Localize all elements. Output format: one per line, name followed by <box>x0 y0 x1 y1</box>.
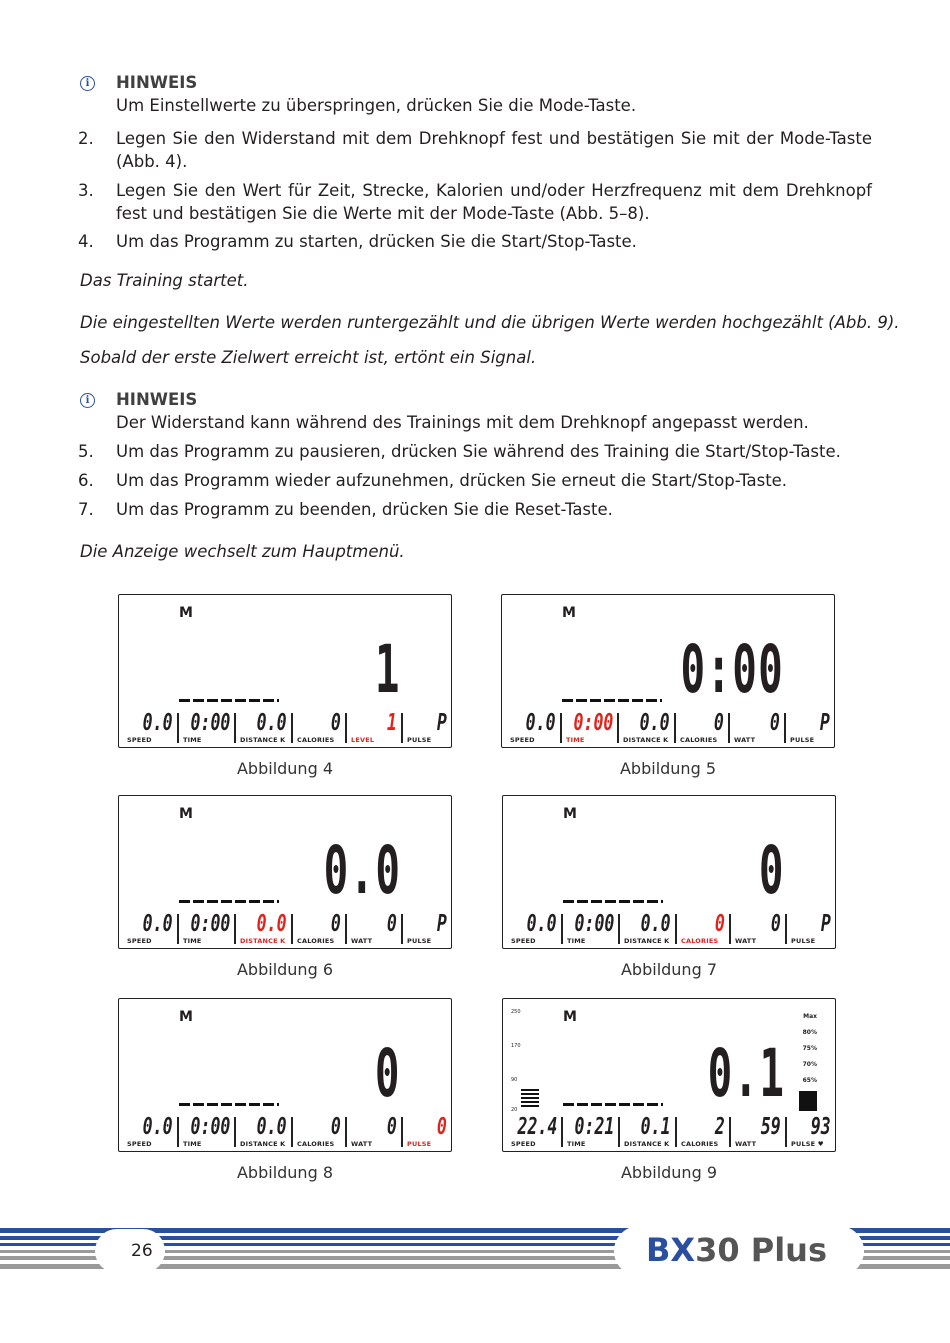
mode-indicator: M <box>562 605 576 621</box>
signal-text: Sobald der erste Zielwert erreicht ist, ertönt ein Signal. <box>80 348 537 367</box>
cell-label: CALORIES <box>681 937 719 945</box>
value-cell <box>179 709 234 745</box>
value-cell <box>123 910 177 946</box>
lcd-display <box>118 998 452 1152</box>
cell-label: TIME <box>566 736 585 744</box>
cell-value: 0 <box>770 710 780 736</box>
counting-text: Die eingestellten Werte werden runtergezählt und die übrigen Werte werden hochgezählt (Abb. 9). <box>80 313 900 332</box>
lcd-display <box>118 594 452 748</box>
cell-label: DISTANCE K <box>240 736 286 744</box>
figure-caption: Abbildung 7 <box>620 960 717 979</box>
cell-value: 0.0 <box>640 710 670 736</box>
cell-label: PULSE <box>407 736 432 744</box>
value-cell <box>236 709 291 745</box>
cell-value: 0 <box>771 911 781 937</box>
value-cell <box>507 910 561 946</box>
value-cell <box>403 1113 451 1149</box>
cell-value: 0:00 <box>574 911 614 937</box>
lcd-display <box>501 594 835 748</box>
cell-label: SPEED <box>127 1140 152 1148</box>
cell-value: 0.1 <box>641 1114 671 1140</box>
cell-label: SPEED <box>127 937 152 945</box>
value-cell <box>403 709 451 745</box>
value-cell <box>563 1113 618 1149</box>
value-cell <box>676 709 728 745</box>
segment-dashes <box>179 1103 279 1106</box>
value-cell <box>123 1113 177 1149</box>
cell-value: 0 <box>714 710 724 736</box>
segment-dashes <box>563 900 663 903</box>
cell-value: P <box>437 710 447 736</box>
segment-dashes <box>562 699 662 702</box>
cell-label: SPEED <box>511 937 536 945</box>
value-cell <box>619 709 674 745</box>
zone-percent-label: 70% <box>802 1061 817 1068</box>
zone-percent-label: Max <box>803 1013 817 1020</box>
step-text: Um das Programm wieder aufzunehmen, drücken Sie erneut die Start/Stop-Taste. <box>116 471 788 490</box>
value-row <box>123 709 447 745</box>
cell-label: DISTANCE K <box>623 736 669 744</box>
cell-label: PULSE ♥ <box>791 1140 824 1148</box>
value-row <box>123 910 447 946</box>
value-row <box>507 910 831 946</box>
mode-indicator: M <box>179 1009 193 1025</box>
cell-label: TIME <box>183 736 202 744</box>
cell-value: 0 <box>387 911 397 937</box>
figure-caption: Abbildung 5 <box>619 759 716 778</box>
page-number-pill <box>95 1229 165 1273</box>
value-cell <box>347 709 401 745</box>
cell-label: WATT <box>735 937 757 945</box>
value-cell <box>731 910 785 946</box>
step-num: 3. <box>78 181 94 200</box>
main-value: 1 <box>375 631 401 708</box>
cell-value: 0 <box>331 1114 341 1140</box>
cell-label: SPEED <box>510 736 535 744</box>
cell-value: 22.4 <box>517 1114 557 1140</box>
cell-value: 0.0 <box>527 911 557 937</box>
info-icon: i <box>80 393 95 408</box>
cell-label: SPEED <box>127 736 152 744</box>
main-value: 0 <box>375 1035 401 1112</box>
cell-label: DISTANCE K <box>624 1140 670 1148</box>
cell-label: CALORIES <box>680 736 718 744</box>
figure-caption: Abbildung 9 <box>620 1163 717 1182</box>
lcd-display <box>502 795 836 949</box>
cell-label: SPEED <box>511 1140 536 1148</box>
cell-value: 0.0 <box>526 710 556 736</box>
lcd-display <box>118 795 452 949</box>
value-cell <box>506 709 560 745</box>
heart-rate-scale-label: 250 <box>511 1009 521 1015</box>
cell-value: 0 <box>715 911 725 937</box>
cell-value: 0.0 <box>143 911 173 937</box>
main-value: 0.1 <box>707 1035 785 1112</box>
step-num: 4. <box>78 232 94 251</box>
mode-indicator: M <box>563 806 577 822</box>
cell-label: CALORIES <box>297 736 335 744</box>
value-row <box>507 1113 831 1149</box>
value-cell <box>786 709 834 745</box>
cell-label: DISTANCE K <box>240 937 286 945</box>
value-cell <box>236 910 291 946</box>
cell-label: CALORIES <box>681 1140 719 1148</box>
value-row <box>506 709 830 745</box>
value-cell <box>620 1113 675 1149</box>
value-cell <box>123 709 177 745</box>
mode-indicator: M <box>179 806 193 822</box>
value-cell <box>563 910 618 946</box>
heart-rate-bars <box>521 1089 539 1109</box>
step-text: Legen Sie den Wert für Zeit, Strecke, Kalorien und/oder Herzfrequenz mit dem Drehknopf fest und bestätigen Sie die Werte mit der Mode-Taste (Abb. 5–8). <box>116 181 872 223</box>
mode-indicator: M <box>179 605 193 621</box>
value-cell <box>677 910 729 946</box>
zone-indicator-block <box>799 1091 817 1111</box>
cell-label: CALORIES <box>297 937 335 945</box>
cell-value: 0:00 <box>190 710 230 736</box>
value-cell <box>620 910 675 946</box>
segment-dashes <box>563 1103 663 1106</box>
step-num: 7. <box>78 500 94 519</box>
value-cell <box>236 1113 291 1149</box>
figure-caption: Abbildung 4 <box>236 759 333 778</box>
note2-title: HINWEIS <box>116 390 198 409</box>
training-starts-text: Das Training startet. <box>80 271 249 290</box>
cell-value: 1 <box>387 710 397 736</box>
cell-label: WATT <box>734 736 756 744</box>
value-cell <box>677 1113 729 1149</box>
cell-value: 0:21 <box>574 1114 614 1140</box>
value-cell <box>293 709 345 745</box>
cell-value: 93 <box>811 1114 831 1140</box>
cell-value: 0.0 <box>143 710 173 736</box>
zone-percent-label: 65% <box>802 1077 817 1084</box>
heart-rate-scale-label: 90 <box>511 1077 518 1083</box>
cell-label: PULSE <box>790 736 815 744</box>
cell-value: 59 <box>761 1114 781 1140</box>
cell-value: 0.0 <box>641 911 671 937</box>
cell-value: 0.0 <box>143 1114 173 1140</box>
main-value: 0.0 <box>323 832 401 909</box>
cell-label: WATT <box>735 1140 757 1148</box>
cell-label: WATT <box>351 937 373 945</box>
cell-label: PULSE <box>407 937 432 945</box>
cell-label: TIME <box>567 937 586 945</box>
step-num: 5. <box>78 442 94 461</box>
cell-value: 0.0 <box>257 911 287 937</box>
step-text: Um das Programm zu beenden, drücken Sie die Reset-Taste. <box>116 500 613 519</box>
page-number: 26 <box>131 1241 153 1261</box>
value-cell <box>403 910 451 946</box>
step-num: 6. <box>78 471 94 490</box>
step-text: Legen Sie den Widerstand mit dem Drehknopf fest und bestätigen Sie mit der Mode-Taste (Abb. 4). <box>116 129 872 171</box>
figure-caption: Abbildung 8 <box>236 1163 333 1182</box>
cell-value: P <box>820 710 830 736</box>
value-row <box>123 1113 447 1149</box>
cell-value: P <box>437 911 447 937</box>
cell-value: 0:00 <box>573 710 613 736</box>
value-cell <box>347 1113 401 1149</box>
heart-rate-scale-label: 20 <box>511 1107 518 1113</box>
note1-title: HINWEIS <box>116 73 198 92</box>
cell-label: DISTANCE K <box>240 1140 286 1148</box>
value-cell <box>787 1113 835 1149</box>
zone-percent-label: 80% <box>802 1029 817 1036</box>
cell-value: 2 <box>715 1114 725 1140</box>
value-cell <box>293 910 345 946</box>
main-value: 0 <box>759 832 785 909</box>
cell-value: 0 <box>387 1114 397 1140</box>
value-cell <box>730 709 784 745</box>
mode-indicator: M <box>563 1009 577 1025</box>
step-text: Um das Programm zu starten, drücken Sie die Start/Stop-Taste. <box>116 232 637 251</box>
cell-label: PULSE <box>407 1140 432 1148</box>
figure-caption: Abbildung 6 <box>236 960 333 979</box>
value-cell <box>562 709 617 745</box>
cell-label: LEVEL <box>351 736 375 744</box>
cell-value: P <box>821 911 831 937</box>
cell-label: CALORIES <box>297 1140 335 1148</box>
lcd-display <box>502 998 836 1152</box>
value-cell <box>293 1113 345 1149</box>
main-menu-text: Die Anzeige wechselt zum Hauptmenü. <box>80 542 405 561</box>
step-num: 2. <box>78 129 94 148</box>
value-cell <box>347 910 401 946</box>
cell-value: 0 <box>331 710 341 736</box>
step-text: Um das Programm zu pausieren, drücken Sie während des Training die Start/Stop-Taste. <box>116 442 841 461</box>
cell-value: 0:00 <box>190 911 230 937</box>
value-cell <box>179 910 234 946</box>
value-cell <box>507 1113 561 1149</box>
segment-dashes <box>179 900 279 903</box>
cell-label: TIME <box>183 937 202 945</box>
cell-label: TIME <box>567 1140 586 1148</box>
cell-label: PULSE <box>791 937 816 945</box>
cell-value: 0.0 <box>257 1114 287 1140</box>
cell-label: WATT <box>351 1140 373 1148</box>
value-cell <box>731 1113 785 1149</box>
value-cell <box>787 910 835 946</box>
cell-label: DISTANCE K <box>624 937 670 945</box>
main-value: 0:00 <box>680 631 784 708</box>
info-icon: i <box>80 76 95 91</box>
cell-value: 0 <box>437 1114 447 1140</box>
brand-logo: BX30 Plus <box>646 1231 827 1269</box>
cell-value: 0 <box>331 911 341 937</box>
heart-rate-scale-label: 170 <box>511 1043 521 1049</box>
zone-percent-label: 75% <box>802 1045 817 1052</box>
segment-dashes <box>179 699 279 702</box>
cell-label: TIME <box>183 1140 202 1148</box>
note2-text: Der Widerstand kann während des Trainings mit dem Drehknopf angepasst werden. <box>116 413 809 432</box>
cell-value: 0.0 <box>257 710 287 736</box>
cell-value: 0:00 <box>190 1114 230 1140</box>
note1-text: Um Einstellwerte zu überspringen, drücken Sie die Mode-Taste. <box>116 96 637 115</box>
value-cell <box>179 1113 234 1149</box>
